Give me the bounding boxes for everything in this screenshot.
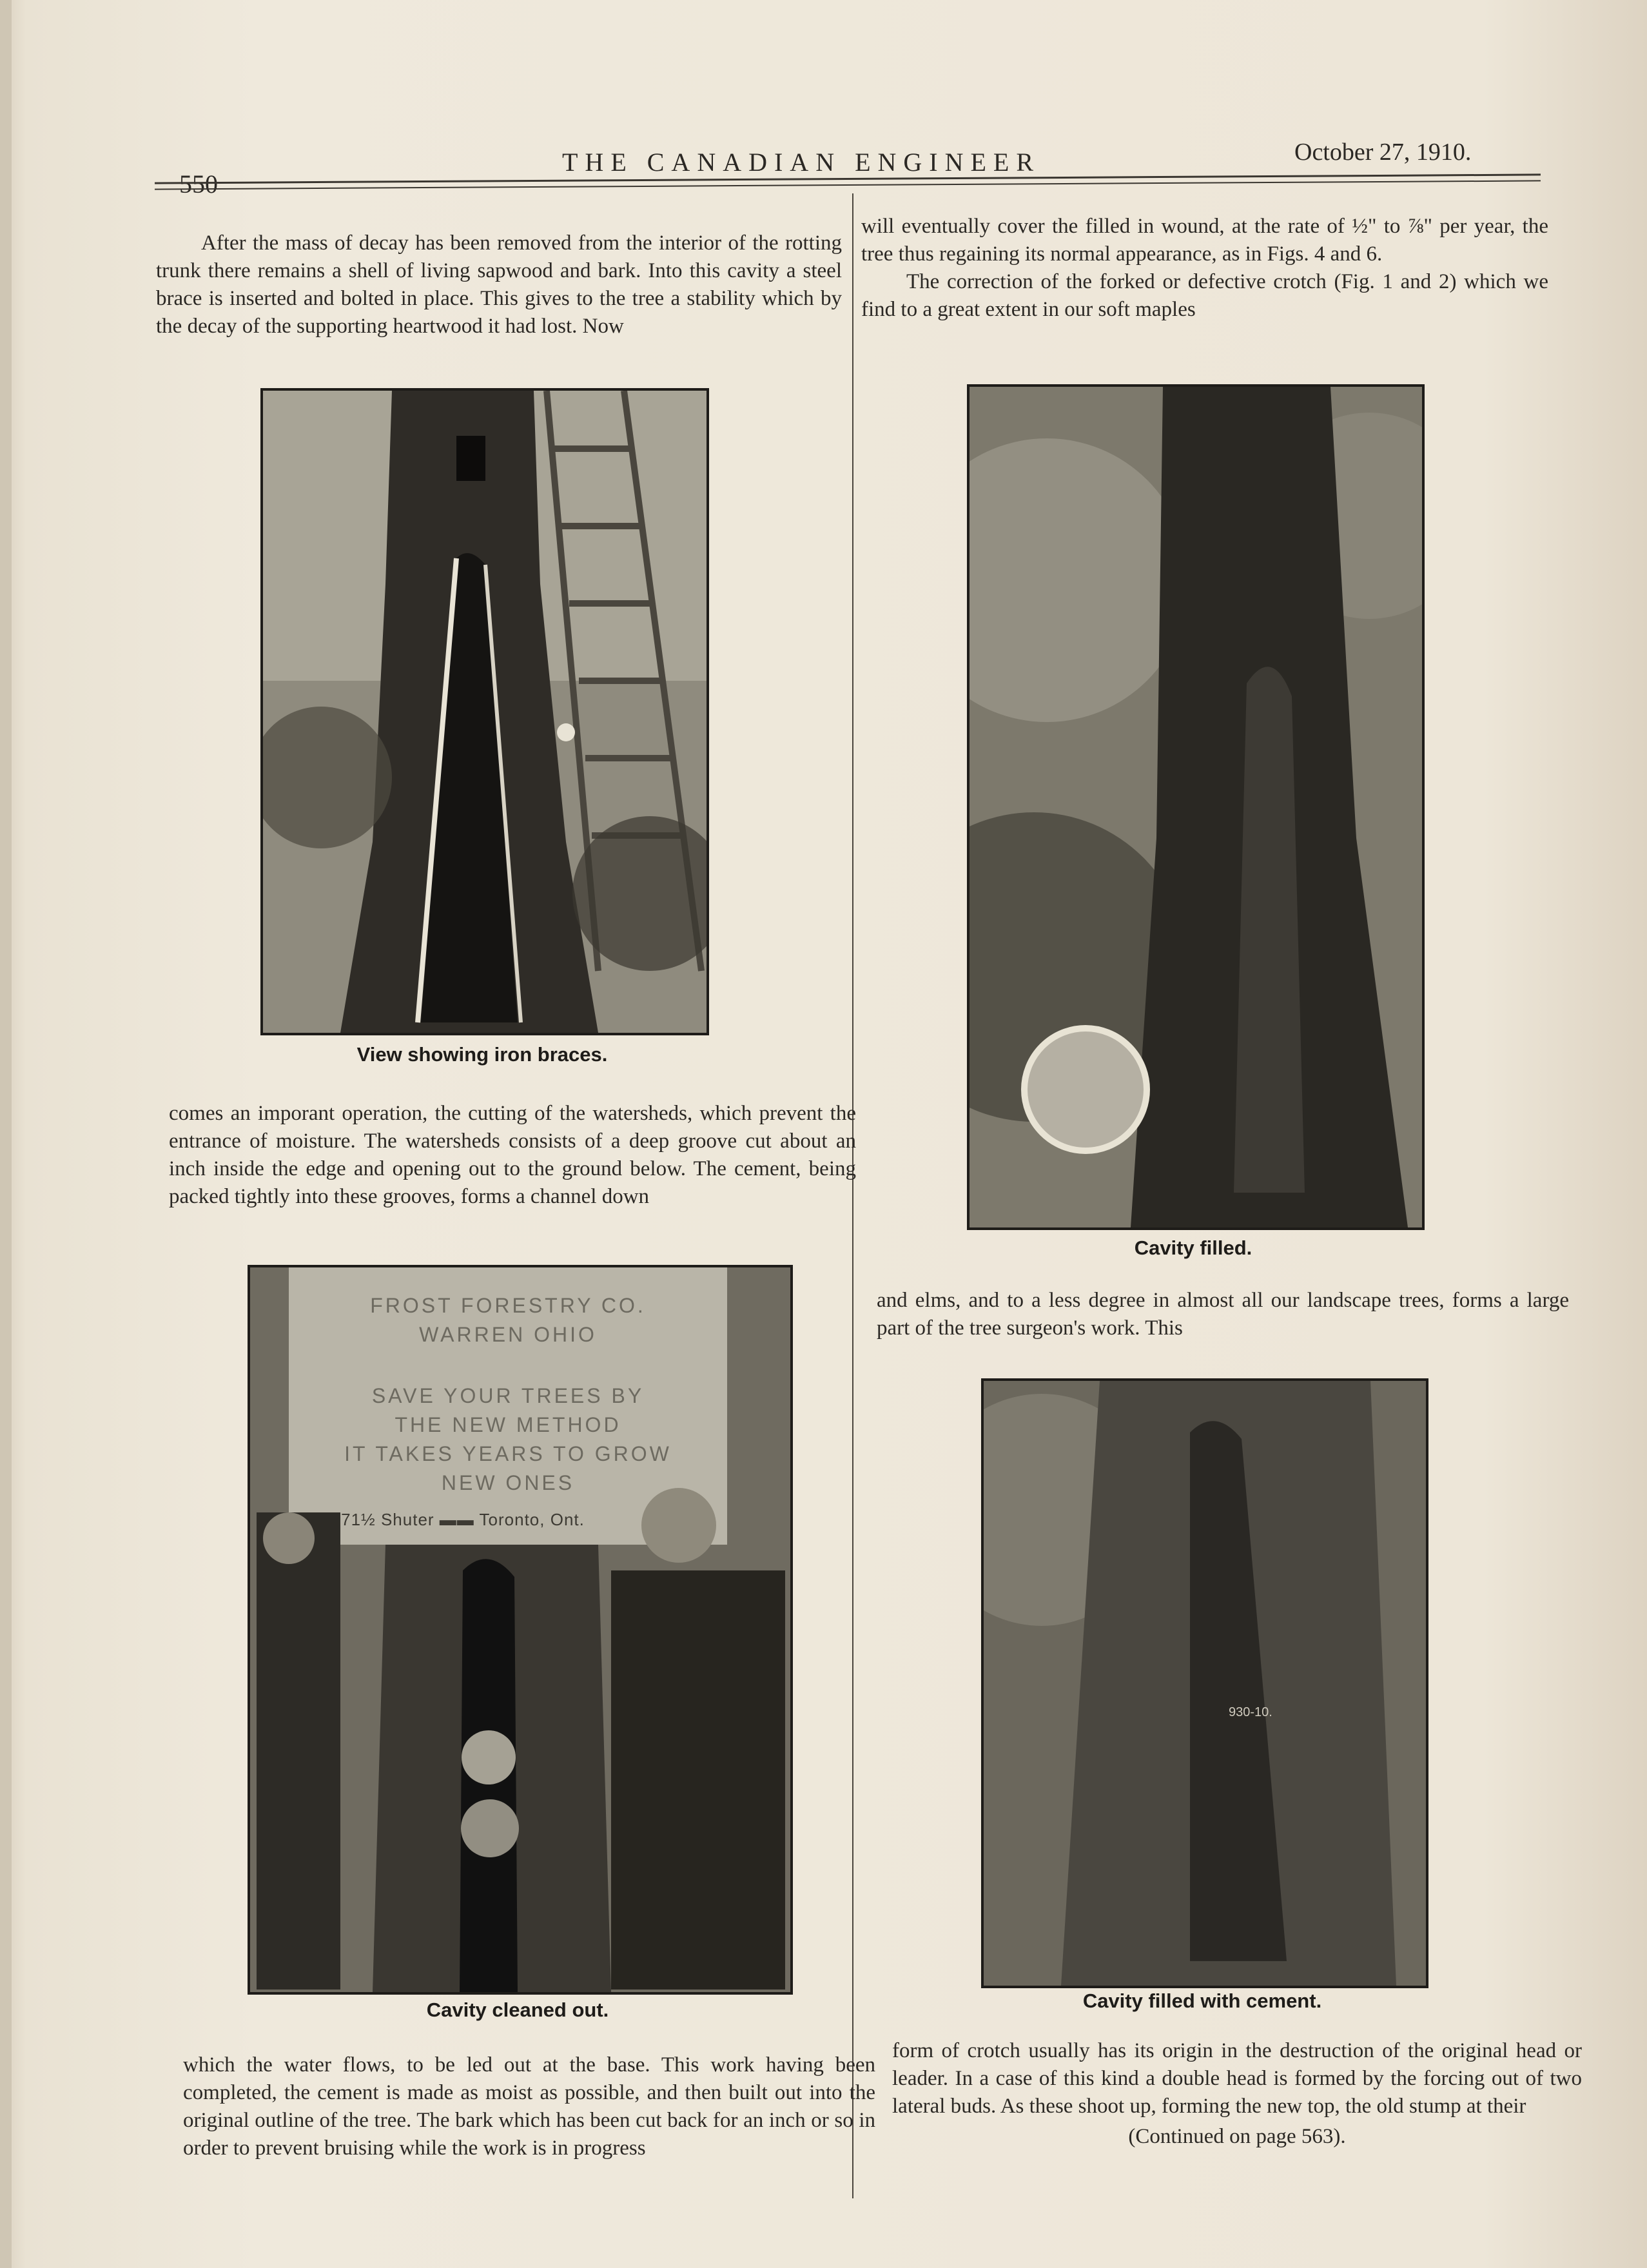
right-paragraph-4: form of crotch usually has its origin in the destruction of the original head or leader. In a case of this kind a double head is formed by the forcing out of two lateral buds. As these shoot up, forming the new top, the old stump at their (Continued on page 563). [892,2037,1582,2151]
cavity-cement-image [984,1381,1426,1986]
sign-address: 71½ Shuter ▬▬ Toronto, Ont. [341,1510,585,1529]
left-paragraph-2: comes an imporant operation, the cutting of the watersheds, which prevent the entrance of moisture. The watersheds consists of a deep groove cut about an inch inside the edge and opening out to the ground below. The cement, being packed tightly into these grooves, forms a channel down [169,1102,856,1208]
caption-cavity-filled: Cavity filled. [1134,1237,1252,1259]
photo-cavity-cement [981,1378,1428,1988]
issue-date: October 27, 1910. [1294,139,1472,166]
cavity-filled-image [970,387,1422,1227]
photo-cavity-cleaned [248,1265,793,1995]
caption-cavity-cement: Cavity filled with cement. [1082,1989,1322,2012]
photo-iron-braces [260,388,709,1035]
photo-cavity-filled [967,384,1425,1230]
sign-line-2: WARREN OHIO [419,1323,597,1346]
sign-line-6: NEW ONES [441,1471,575,1494]
cavity-cleaned-image [250,1267,790,1992]
page-number: 550 [179,170,218,199]
sign-line-5: IT TAKES YEARS TO GROW [344,1442,672,1465]
page-edge [0,0,12,2268]
tree-braces-image [263,391,707,1033]
tree-tag: 930-10. [1229,1705,1272,1719]
journal-title: THE CANADIAN ENGINEER [562,148,1041,177]
left-paragraph-1: After the mass of decay has been removed from the interior of the rotting trunk there remains a shell of living sapwood and bark. Into this cavity a steel brace is inserted and bolted in place. This gives to the tree a stability which by the decay of the supporting heartwood it had lost. Now [156,231,842,338]
continued-note: (Continued on page 563). [1128,2125,1346,2148]
caption-iron-braces: View showing iron braces. [356,1043,608,1066]
left-paragraph-3: which the water flows, to be led out at the base. This work having been completed, the cement is made as moist as possible, and then built out into the original outline of the tree. The bark which has been cut back for an inch or so in order to prevent bruising while the work is in progress [183,2053,875,2160]
sign-line-1: FROST FORESTRY CO. [370,1294,646,1317]
right-paragraph-3: and elms, and to a less degree in almost all our landscape trees, forms a large part of the tree surgeon's work. This [877,1289,1569,1340]
sign-line-3: SAVE YOUR TREES BY [371,1384,645,1407]
right-paragraph-1: will eventually cover the filled in wound, at the rate of ½" to ⅞" per year, the tree thus regaining its normal appearance, as in Figs. 4 and 6. The correction of the forked or defective crotch (Fig. 1 and 2) which we find to a great extent in our soft maples [861,215,1548,321]
caption-cavity-cleaned: Cavity cleaned out. [426,1999,609,2021]
sign-line-4: THE NEW METHOD [395,1413,621,1436]
